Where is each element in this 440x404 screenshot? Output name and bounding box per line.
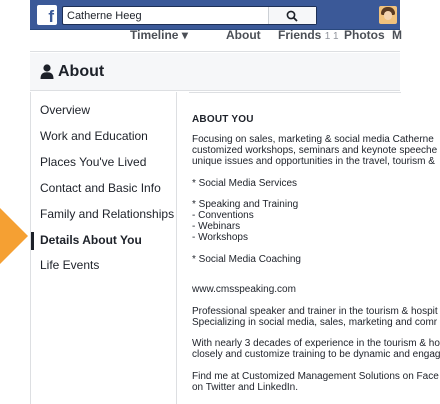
sidebar-item-family-relationships[interactable]: Family and Relationships [40,207,175,221]
search-icon [286,10,298,22]
sidebar-item-details-about-you[interactable]: Details About You [40,233,142,247]
about-text-line: Focusing on sales, marketing & social media Catherne [192,134,434,145]
about-text-line: - Conventions [192,210,254,221]
section-heading: ABOUT YOU [192,114,254,125]
sidebar-item-overview[interactable]: Overview [40,103,91,117]
about-header [30,53,400,91]
tab-friends[interactable] [278,28,339,44]
avatar-face [384,11,392,20]
tab-more[interactable] [392,28,402,44]
about-text-line: * Speaking and Training [192,199,299,210]
sidebar-item-places-lived[interactable]: Places You've Lived [40,155,147,169]
friends-count: 1 1 [324,31,339,42]
about-panel [30,92,440,404]
about-text-line: Professional speaker and trainer in the tourism & hospit [192,306,438,317]
website-link[interactable]: www.cmsspeaking.com [192,284,296,295]
tab-friends-label: Friends [278,28,322,42]
sidebar-item-work-education[interactable]: Work and Education [40,129,148,143]
about-text-line: - Workshops [192,232,248,243]
profile-tabs [30,30,400,52]
divider [189,92,401,93]
facebook-logo[interactable]: f [37,5,57,25]
tab-timeline-label: Timeline [130,28,179,42]
tab-photos-label: Photos [344,28,385,42]
about-text-line: * Social Media Services [192,178,298,189]
tab-about[interactable] [226,28,261,44]
search-button[interactable] [268,7,316,24]
about-text-line: Find me at Customized Management Solutions on Face [192,371,439,382]
tab-photos[interactable] [344,28,385,44]
sidebar-item-contact-info[interactable]: Contact and Basic Info [40,181,161,195]
about-text-line: on Twitter and LinkedIn. [192,382,298,393]
pointer-arrow-icon [0,208,28,264]
about-text-line: - Webinars [192,221,241,232]
about-text-line: customized workshops, seminars and keynote speeche [192,145,438,156]
top-navigation-bar [30,0,400,30]
about-text-line: closely and customize training to be dynamic and engag [192,349,440,360]
details-content [189,92,440,404]
tab-timeline[interactable] [130,28,188,44]
chevron-down-icon: ▾ [181,28,188,42]
about-text-line: With nearly 3 decades of experience in the tourism & ho [192,338,440,349]
sidebar-item-life-events[interactable]: Life Events [40,258,100,272]
person-icon [40,64,54,79]
about-text-line: Specializing in social media, sales, marketing and comr [192,317,438,328]
tab-more-label: M [392,28,402,42]
about-text-line: unique issues and opportunities in the travel, tourism & [192,156,435,167]
tab-about-label: About [226,28,261,42]
page-title: About [58,63,105,80]
search-input[interactable] [67,8,277,23]
search-box[interactable] [62,6,317,25]
profile-avatar[interactable] [379,6,397,24]
active-indicator [31,232,34,250]
about-sidebar [31,92,177,404]
about-text-line: * Social Media Coaching [192,254,301,265]
